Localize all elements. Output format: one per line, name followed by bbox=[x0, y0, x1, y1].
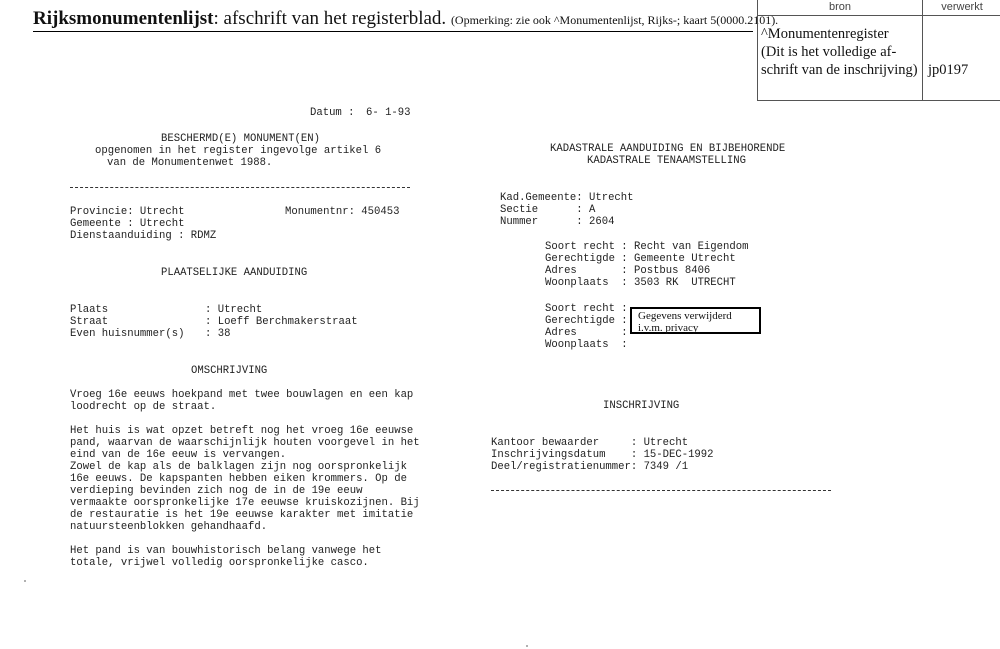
omschrijving-heading: OMSCHRIJVING bbox=[191, 365, 268, 377]
deel-line: Deel/registratienummer: 7349 /1 bbox=[491, 461, 689, 473]
monument-subheading-2: van de Monumentenwet 1988. bbox=[107, 157, 273, 169]
omschrijving-line: eind van de 16e eeuw is vervangen. bbox=[70, 449, 287, 461]
inschrijving-heading: INSCHRIJVING bbox=[603, 400, 680, 412]
sectie-line: Sectie : A bbox=[500, 204, 596, 216]
monumentnr-line: Monumentnr: 450453 bbox=[285, 206, 400, 218]
scan-speck bbox=[24, 580, 26, 582]
huisnummer-label: Even huisnummer(s) bbox=[70, 328, 185, 340]
omschrijving-line: 16e eeuws. De kapspanten hebben eiken krommers. Op de bbox=[70, 473, 407, 485]
kad-gemeente-line: Kad.Gemeente: Utrecht bbox=[500, 192, 634, 204]
dashed-separator bbox=[70, 187, 410, 188]
privacy-redaction-box: Gegevens verwijderd i.v.m. privacy bbox=[630, 307, 761, 334]
nummer-line: Nummer : 2604 bbox=[500, 216, 615, 228]
omschrijving-line: Vroeg 16e eeuws hoekpand met twee bouwlagen en een kap bbox=[70, 389, 414, 401]
page-title bbox=[33, 8, 778, 30]
column-header-verwerkt: verwerkt bbox=[923, 0, 1000, 16]
dashed-separator bbox=[491, 490, 831, 491]
verwerkt-cell: jp0197 bbox=[928, 62, 969, 78]
omschrijving-line: loodrecht op de straat. bbox=[70, 401, 217, 413]
column-header-bron: bron bbox=[758, 0, 923, 16]
monument-heading: BESCHERMD(E) MONUMENT(EN) bbox=[161, 133, 320, 145]
omschrijving-line: vermaakte oorspronkelijke 17e eeuwse kruiskozijnen. Bij bbox=[70, 497, 420, 509]
omschrijving-line: natuursteenblokken gehandhaafd. bbox=[70, 521, 268, 533]
omschrijving-line: Het huis is wat opzet betreft nog het vroeg 16e eeuwse bbox=[70, 425, 414, 437]
recht2-line: Gerechtigde : bbox=[545, 315, 628, 327]
title-rest: : afschrift van het registerblad. bbox=[213, 8, 447, 29]
omschrijving-line: Zowel de kap als de balklagen zijn nog oorspronkelijk bbox=[70, 461, 407, 473]
omschrijving-line: totale, vrijwel volledig oorspronkelijke casco. bbox=[70, 557, 369, 569]
recht2-line: Woonplaats : bbox=[545, 339, 628, 351]
recht-line: Adres : Postbus 8406 bbox=[545, 265, 711, 277]
recht-line: Woonplaats : 3503 RK UTRECHT bbox=[545, 277, 736, 289]
recht2-line: Adres : bbox=[545, 327, 628, 339]
header-rule bbox=[33, 31, 753, 32]
huisnummer-value: : 38 bbox=[205, 328, 231, 340]
recht2-line: Soort recht : bbox=[545, 303, 628, 315]
gemeente-line: Gemeente : Utrecht bbox=[70, 218, 185, 230]
datum-value: 6- 1-93 bbox=[366, 107, 411, 119]
kantoor-line: Kantoor bewaarder : Utrecht bbox=[491, 437, 689, 449]
monument-subheading-1: opgenomen in het register ingevolge artikel 6 bbox=[95, 145, 382, 157]
datum-label: Datum : bbox=[310, 107, 355, 119]
kadastrale-heading-2: KADASTRALE TENAAMSTELLING bbox=[587, 155, 746, 167]
recht-line: Gerechtigde : Gemeente Utrecht bbox=[545, 253, 736, 265]
header-note: (Opmerking: zie ook ^Monumentenlijst, Rijks-; kaart 5(0000.2101). bbox=[450, 13, 779, 27]
kadastrale-heading-1: KADASTRALE AANDUIDING EN BIJBEHORENDE bbox=[550, 143, 786, 155]
plaatselijke-heading: PLAATSELIJKE AANDUIDING bbox=[161, 267, 308, 279]
provincie-line: Provincie: Utrecht bbox=[70, 206, 185, 218]
plaats-value: : Utrecht bbox=[205, 304, 263, 316]
bron-cell: ^Monumentenregister (Dit is het volledige af- schrift van de inschrijving) bbox=[761, 26, 918, 78]
recht-line: Soort recht : Recht van Eigendom bbox=[545, 241, 749, 253]
omschrijving-line: Het pand is van bouwhistorisch belang vanwege het bbox=[70, 545, 382, 557]
omschrijving-line: verdieping bevinden zich nog de in de 19e eeuw bbox=[70, 485, 363, 497]
plaats-label: Plaats bbox=[70, 304, 109, 316]
source-table bbox=[757, 0, 1000, 101]
omschrijving-line: pand, waarvan de waarschijnlijk houten voorgevel in het bbox=[70, 437, 420, 449]
straat-label: Straat bbox=[70, 316, 109, 328]
inschrijvingsdatum-line: Inschrijvingsdatum : 15-DEC-1992 bbox=[491, 449, 714, 461]
omschrijving-line: de restauratie is het 19e eeuwse karakter met imitatie bbox=[70, 509, 414, 521]
column-divider bbox=[922, 16, 923, 100]
scan-speck bbox=[526, 645, 528, 647]
straat-value: : Loeff Berchmakerstraat bbox=[205, 316, 358, 328]
title-bold: Rijksmonumentenlijst bbox=[33, 8, 214, 29]
dienst-line: Dienstaanduiding : RDMZ bbox=[70, 230, 217, 242]
